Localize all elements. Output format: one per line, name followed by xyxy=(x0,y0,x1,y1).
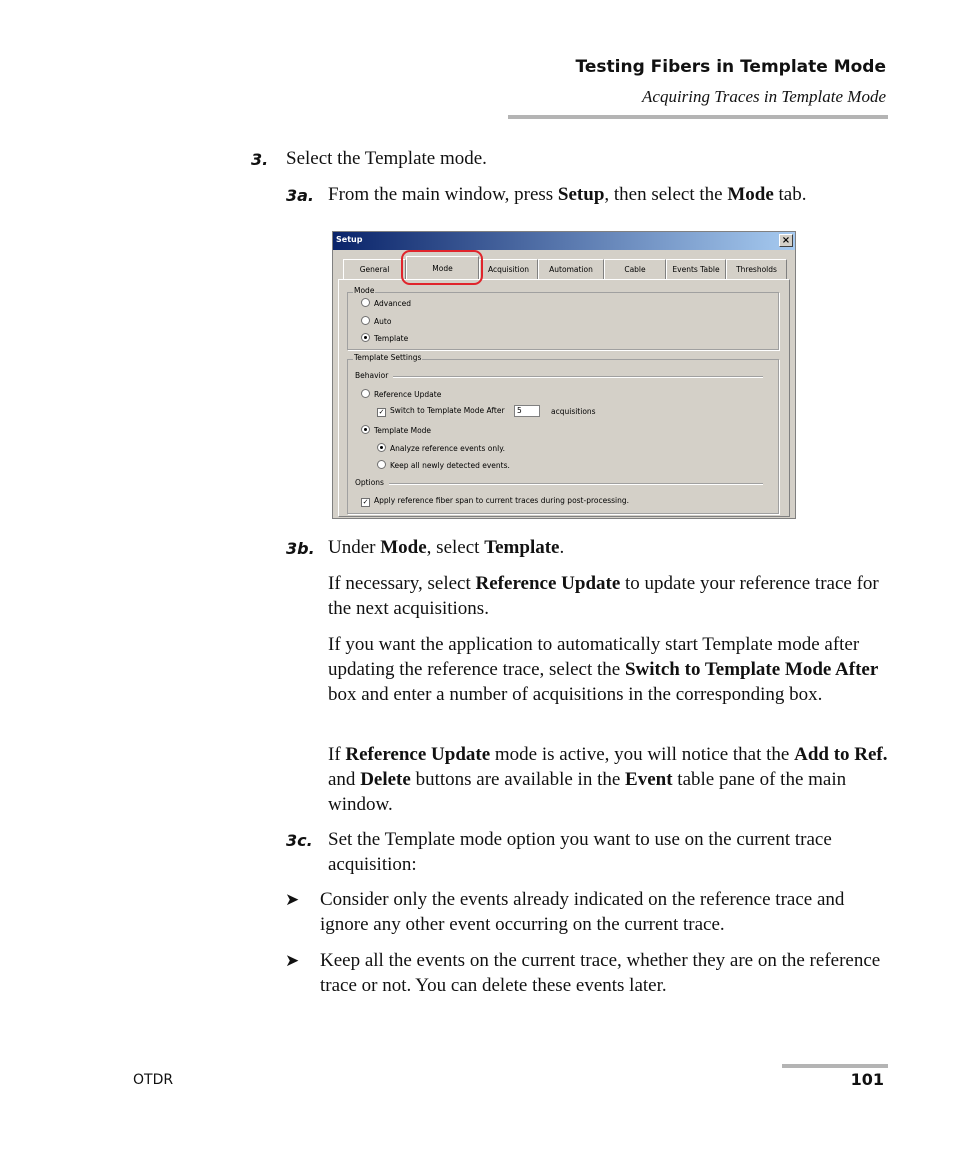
radio-icon xyxy=(377,460,386,469)
mode-group xyxy=(347,292,779,350)
step-3b-text: Under Mode, select Template. xyxy=(328,537,565,558)
close-icon[interactable]: × xyxy=(779,234,793,247)
radio-auto[interactable]: Auto xyxy=(361,316,391,326)
paragraph-reference-update: If necessary, select Reference Update to update your reference trace for the next acquisitions. xyxy=(328,573,879,619)
footer-rule xyxy=(782,1064,888,1068)
options-label: Options xyxy=(355,478,384,487)
radio-template-mode[interactable]: Template Mode xyxy=(361,425,431,435)
step-3-number: 3. xyxy=(251,150,269,169)
tab-automation[interactable]: Automation xyxy=(538,259,604,280)
radio-analyze-reference[interactable]: Analyze reference events only. xyxy=(377,443,505,453)
switch-to-template-checkbox[interactable]: ✓ Switch to Template Mode After xyxy=(378,406,505,416)
radio-icon xyxy=(361,316,370,325)
step-3a-number: 3a. xyxy=(286,186,315,205)
tab-general[interactable]: General xyxy=(343,259,406,280)
checkbox-checked-icon: ✓ xyxy=(378,408,385,416)
step-3-text: Select the Template mode. xyxy=(286,148,487,169)
tab-events-table[interactable]: Events Table xyxy=(666,259,726,280)
arrowhead-bullet-icon: ➤ xyxy=(285,890,300,910)
header-rule xyxy=(508,115,888,119)
tab-mode[interactable]: Mode xyxy=(406,256,479,280)
apply-reference-span-checkbox[interactable]: ✓ Apply reference fiber span to current traces during post-processing. xyxy=(362,496,630,506)
radio-advanced[interactable]: Advanced xyxy=(361,298,411,308)
mode-group-label: Mode xyxy=(354,286,375,295)
options-separator xyxy=(389,483,763,485)
behavior-label: Behavior xyxy=(355,371,389,380)
radio-icon xyxy=(361,298,370,307)
radio-selected-icon xyxy=(361,425,370,434)
acquisitions-count-input[interactable]: 5 xyxy=(514,405,540,417)
footer-product: OTDR xyxy=(133,1072,174,1088)
tab-cable[interactable]: Cable xyxy=(604,259,666,280)
radio-keep-all-events[interactable]: Keep all newly detected events. xyxy=(377,460,510,470)
checkbox-checked-icon: ✓ xyxy=(362,498,369,506)
mode-tab-highlight xyxy=(401,250,483,285)
acquisitions-label: acquisitions xyxy=(551,407,596,416)
step-3a-text: From the main window, press Setup, then select the Mode tab. xyxy=(328,184,807,205)
tab-acquisition[interactable]: Acquisition xyxy=(479,259,538,280)
bullet-item: Consider only the events already indicated on the reference trace and ignore any other event occurring on the current trace. xyxy=(320,889,845,935)
paragraph-switch-template: If you want the application to automatically start Template mode after updating the reference trace, select the Switch to Template Mode After box and enter a number of acquisitions in the corresponding box. xyxy=(328,634,879,705)
dialog-title: Setup xyxy=(336,235,363,244)
radio-selected-icon xyxy=(361,333,370,342)
radio-reference-update[interactable]: Reference Update xyxy=(361,389,441,399)
step-3c-text: Set the Template mode option you want to use on the current trace acquisition: xyxy=(328,829,832,875)
radio-icon xyxy=(361,389,370,398)
radio-template[interactable]: Template xyxy=(361,333,408,343)
paragraph-add-delete: If Reference Update mode is active, you will notice that the Add to Ref. and Delete buttons are available in the Event table pane of the main window. xyxy=(328,744,888,815)
section-subtitle: Acquiring Traces in Template Mode xyxy=(642,87,886,106)
template-settings-group xyxy=(347,359,779,514)
behavior-separator xyxy=(393,376,763,378)
tab-thresholds[interactable]: Thresholds xyxy=(726,259,787,280)
step-3c-number: 3c. xyxy=(286,831,313,850)
section-title: Testing Fibers in Template Mode xyxy=(575,57,886,77)
bullet-item: Keep all the events on the current trace, whether they are on the reference trace or not. You can delete these events later. xyxy=(320,950,881,996)
page-number: 101 xyxy=(850,1070,884,1089)
template-settings-label: Template Settings xyxy=(354,353,422,362)
step-3b-number: 3b. xyxy=(286,539,315,558)
dialog-titlebar xyxy=(333,232,795,250)
radio-selected-icon xyxy=(377,443,386,452)
arrowhead-bullet-icon: ➤ xyxy=(285,951,300,971)
